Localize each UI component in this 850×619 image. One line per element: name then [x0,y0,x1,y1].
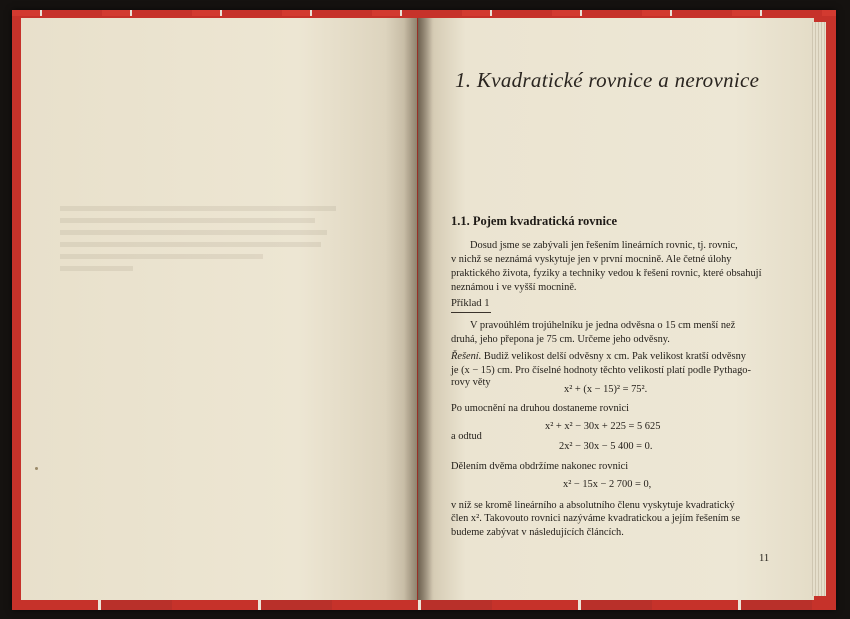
chapter-title: 1. Kvadratické rovnice a nerovnice [455,68,760,92]
example-label: Příklad 1 [451,298,490,309]
page-edges [812,22,826,596]
cover-edge-top [12,10,836,16]
intro-line-2: v nichž se neznámá vyskytuje jen v první mocnině. Ale četné úlohy [451,254,732,265]
solution-label: Řešení. [451,351,482,362]
conclusion-line-3: budeme zabývat v následujících článcích. [451,527,624,538]
example-underline [451,312,491,313]
problem-line-2: druhá, jeho přepona je 75 cm. Určeme jeho odvěsny. [451,334,670,345]
spine-gutter [404,18,432,600]
and-then-text: a odtud [451,431,482,442]
equation-4: x² − 15x − 2 700 = 0, [563,479,652,490]
solution-text-1: Budiž velikost delší odvěsny x cm. Pak velikost kratší odvěsny [483,351,746,362]
section-title: 1.1. Pojem kvadratická rovnice [451,214,618,228]
after-eq1-text: Po umocnění na druhou dostaneme rovnici [451,403,630,414]
problem-line-1: V pravoúhlém trojúhelníku je jedna odvěsna o 15 cm menší než [470,320,736,331]
conclusion-line-1: v níž se kromě lineárního a absolutního členu vyskytuje kvadratický [451,500,735,511]
left-page-blank [21,18,417,600]
conclusion-line-2: člen x². Takovouto rovnici nazýváme kvadratickou a jejím řešením se [451,513,740,524]
intro-line-3: praktického života, fyziky a techniky vedou k řešení rovnic, které obsahují [451,268,762,279]
page-number: 11 [759,553,770,564]
page-speck [35,467,38,470]
equation-2: x² + x² − 30x + 225 = 5 625 [545,421,661,432]
solution-line-2: je (x − 15) cm. Pro číselné hodnoty těchto velikostí platí podle Pythago- [451,365,751,376]
equation-3: 2x² − 30x − 5 400 = 0. [559,441,653,452]
bleed-through-text [60,206,350,296]
solution-line-1 [451,351,746,362]
intro-line-4: neznámou i ve vyšší mocnině. [451,282,577,293]
divide-text: Dělením dvěma obdržíme nakonec rovnici [451,461,629,472]
equation-1: x² + (x − 15)² = 75². [564,384,648,395]
solution-line-3: rovy věty [451,377,491,388]
intro-line-1: Dosud jsme se zabývali jen řešením lineárních rovnic, tj. rovnic, [470,240,738,251]
